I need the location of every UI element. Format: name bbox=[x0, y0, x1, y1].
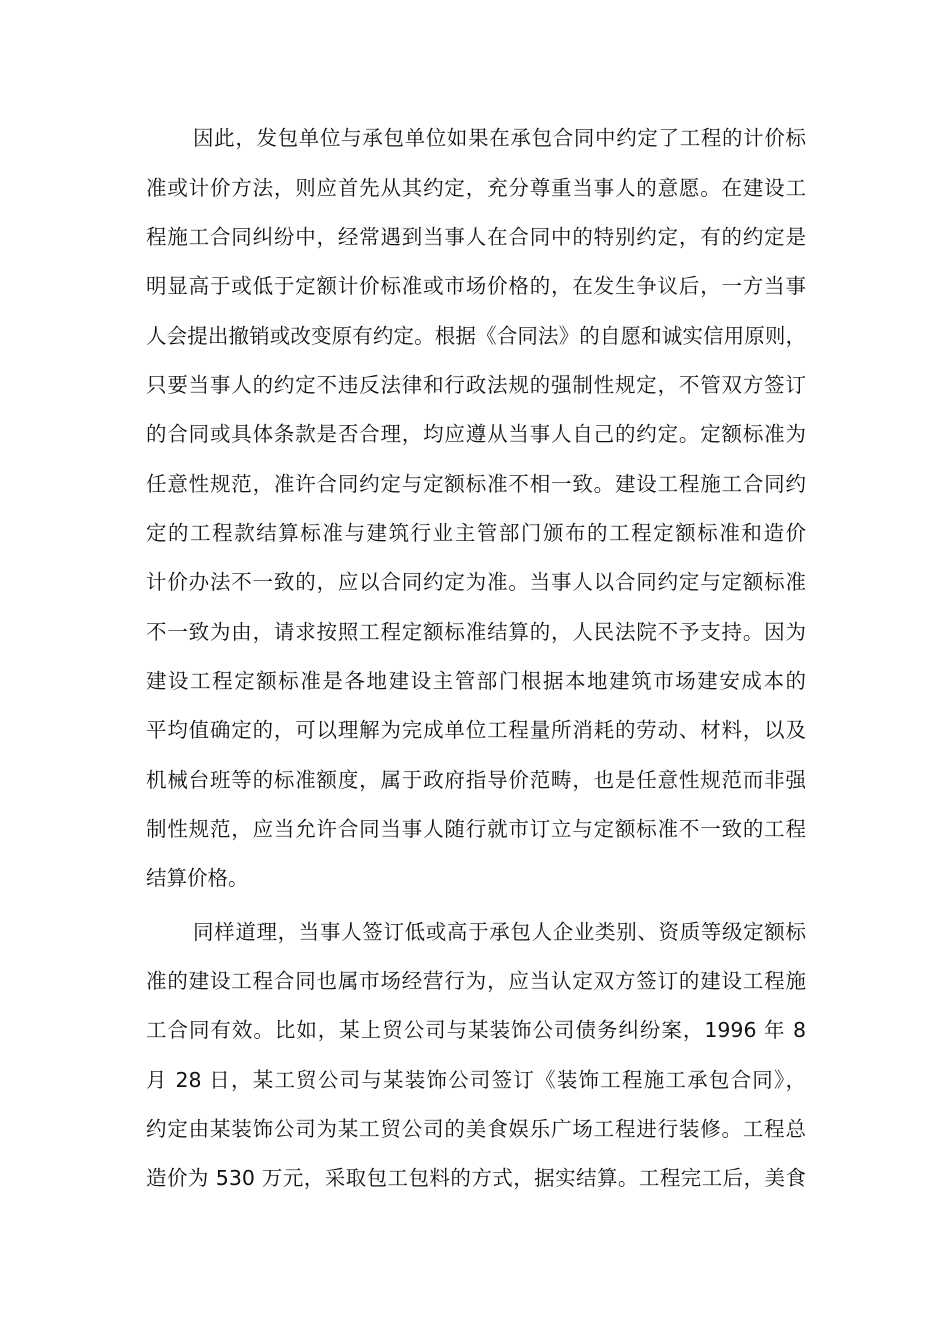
text-line: 只要当事人的约定不违反法律和行政法规的强制性规定，不管双方签订 bbox=[146, 373, 806, 397]
text-line: 准或计价方法，则应首先从其约定，充分尊重当事人的意愿。在建设工 bbox=[146, 176, 806, 200]
text-line: 不一致为由，请求按照工程定额标准结算的，人民法院不予支持。因为 bbox=[146, 620, 806, 644]
text-line: 平均值确定的，可以理解为完成单位工程量所消耗的劳动、材料，以及 bbox=[146, 718, 806, 742]
text-line: 造价为 530 万元，采取包工包料的方式，据实结算。工程完工后，美食 bbox=[146, 1166, 806, 1190]
text-line: 月 28 日，某工贸公司与某装饰公司签订《装饰工程施工承包合同》， bbox=[146, 1068, 806, 1092]
text-line: 的合同或具体条款是否合理，均应遵从当事人自己的约定。定额标准为 bbox=[146, 422, 806, 446]
text-line: 机械台班等的标准额度，属于政府指导价范畴，也是任意性规范而非强 bbox=[146, 768, 806, 792]
text-line: 同样道理，当事人签订低或高于承包人企业类别、资质等级定额标 bbox=[193, 920, 806, 944]
text-line: 准的建设工程合同也属市场经营行为，应当认定双方签订的建设工程施 bbox=[146, 969, 806, 993]
text-line: 建设工程定额标准是各地建设主管部门根据本地建筑市场建安成本的 bbox=[146, 669, 806, 693]
text-line: 明显高于或低于定额计价标准或市场价格的，在发生争议后，一方当事 bbox=[146, 274, 806, 298]
text-line: 人会提出撤销或改变原有约定。根据《合同法》的自愿和诚实信用原则， bbox=[146, 324, 806, 348]
text-line: 约定由某装饰公司为某工贸公司的美食娱乐广场工程进行装修。工程总 bbox=[146, 1117, 806, 1141]
text-line: 计价办法不一致的，应以合同约定为准。当事人以合同约定与定额标准 bbox=[146, 570, 806, 594]
text-line: 定的工程款结算标准与建筑行业主管部门颁布的工程定额标准和造价 bbox=[146, 521, 806, 545]
text-line: 因此，发包单位与承包单位如果在承包合同中约定了工程的计价标 bbox=[193, 126, 806, 150]
text-line: 工合同有效。比如，某上贸公司与某装饰公司债务纠纷案，1996 年 8 bbox=[146, 1018, 806, 1042]
text-line: 结算价格。 bbox=[146, 866, 249, 890]
text-line: 制性规范，应当允许合同当事人随行就市订立与定额标准不一致的工程 bbox=[146, 817, 806, 841]
text-line: 任意性规范，准许合同约定与定额标准不相一致。建设工程施工合同约 bbox=[146, 472, 806, 496]
text-line: 程施工合同纠纷中，经常遇到当事人在合同中的特别约定，有的约定是 bbox=[146, 225, 806, 249]
